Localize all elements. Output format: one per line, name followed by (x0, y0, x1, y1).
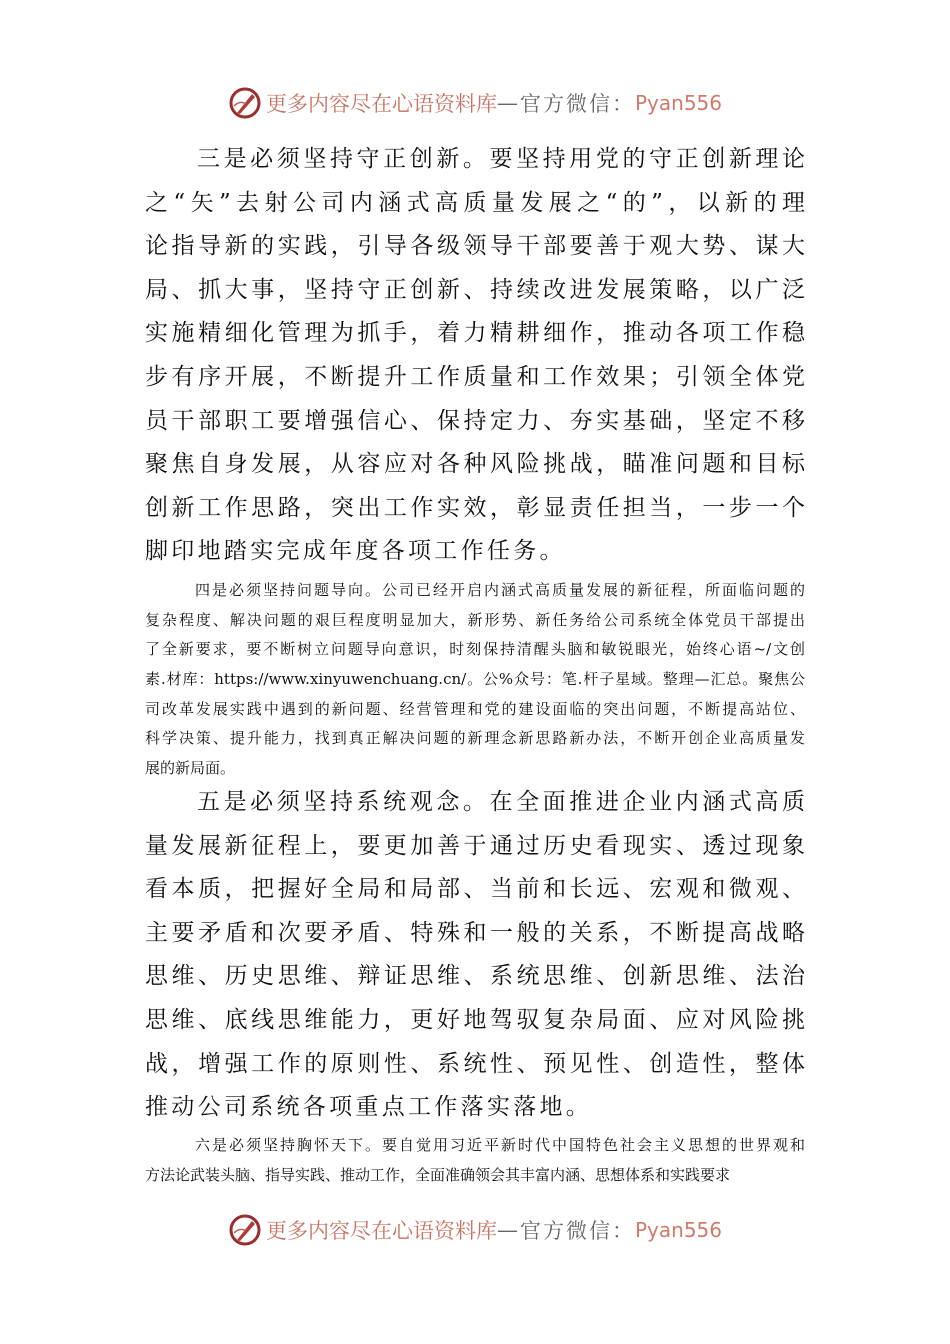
banner-separator: — (497, 1218, 520, 1242)
header-banner (228, 83, 722, 123)
paragraph-line: 聚焦自身发展，从容应对各种风险挑战，瞄准问题和目标 (145, 451, 805, 478)
paragraph-six (145, 1131, 805, 1190)
paragraph-line: 思维、底线思维能力，更好地驾驭复杂局面、应对风险挑 (145, 1006, 805, 1033)
paragraph-line: 主要矛盾和次要矛盾、特殊和一般的关系，不断提高战略 (145, 919, 805, 946)
paragraph-line: 五是必须坚持系统观念。在全面推进企业内涵式高质 (197, 789, 805, 815)
paragraph-line: 复杂程度、解决问题的艰巨程度明显加大，新形势、新任务给公司系统全体党员干部提出 (145, 610, 805, 629)
banner-separator: — (497, 91, 520, 115)
paragraph-line: 看本质，把握好全局和局部、当前和长远、宏观和微观、 (145, 876, 805, 903)
paragraph-line: 四是必须坚持问题导向。公司已经开启内涵式高质量发展的新征程，所面临问题的 (195, 581, 805, 599)
paragraph-line: 步有序开展，不断提升工作质量和工作效果；引领全体党 (145, 363, 805, 390)
banner-wechat-label: 官方微信： (520, 1219, 635, 1243)
paragraph-line: 创新工作思路，突出工作实效，彰显责任担当，一步一个 (145, 494, 805, 521)
paragraph-line: 科学决策、提升能力，找到真正解决问题的新理念新思路新办法，不断开创企业高质量发 (145, 729, 805, 748)
paragraph-line: 员干部职工要增强信心、保持定力、夯实基础，坚定不移 (145, 407, 805, 434)
paragraph-line: 方法论武装头脑、指导实践、推动工作，全面准确领会其丰富内涵、思想体系和实践要求 (145, 1165, 731, 1184)
paragraph-line: 三是必须坚持守正创新。要坚持用党的守正创新理论 (197, 146, 805, 172)
paragraph-line: 思维、历史思维、辩证思维、系统思维、创新思维、法治 (145, 963, 805, 990)
quill-logo-icon (228, 1213, 262, 1247)
paragraph-line: 实施精细化管理为抓手，着力精耕细作，推动各项工作稳 (145, 320, 805, 347)
paragraph-line: 推动公司系统各项重点工作落实落地。 (145, 1094, 593, 1121)
paragraph-line: 论指导新的实践，引导各级领导干部要善于观大势、谋大 (145, 233, 805, 260)
paragraph-line: 战，增强工作的原则性、系统性、预见性、创造性，整体 (145, 1050, 805, 1077)
paragraph-line: 六是必须坚持胸怀天下。要自觉用习近平新时代中国特色社会主义思想的世界观和 (195, 1136, 805, 1154)
banner-site-text: 更多内容尽在心语资料库 (266, 92, 497, 116)
paragraph-line: 脚印地踏实完成年度各项工作任务。 (145, 538, 566, 565)
paragraph-line: 量发展新征程上，要更加善于通过历史看现实、透过现象 (145, 832, 805, 859)
paragraph-line: 展的新局面。 (145, 759, 236, 778)
paragraph-line: 了全新要求，要不断树立问题导向意识，时刻保持清醒头脑和敏锐眼光，始终心语~/文创 (145, 640, 805, 659)
paragraph-line: 局、抓大事，坚持守正创新、持续改进发展策略，以广泛 (145, 276, 805, 303)
paragraph-four (145, 576, 805, 784)
banner-site-text: 更多内容尽在心语资料库 (266, 1219, 497, 1243)
quill-logo-icon (228, 86, 262, 120)
paragraph-line: 素.材库：https://www.xinyuwenchuang.cn/。公%众号：笔.杆子星域。整理—汇总。聚焦公 (145, 670, 805, 689)
paragraph-line: 司改革发展实践中遇到的新问题、经营管理和党的建设面临的突出问题，不断提高站位、 (145, 699, 805, 718)
banner-wechat-id: Pyan556 (635, 91, 723, 115)
paragraph-three (145, 138, 805, 574)
footer-banner (228, 1210, 722, 1250)
paragraph-line: 之“矢”去射公司内涵式高质量发展之“的”，以新的理 (145, 189, 805, 216)
banner-wechat-label: 官方微信： (520, 92, 635, 116)
banner-wechat-id: Pyan556 (635, 1218, 723, 1242)
paragraph-five (145, 781, 805, 1130)
